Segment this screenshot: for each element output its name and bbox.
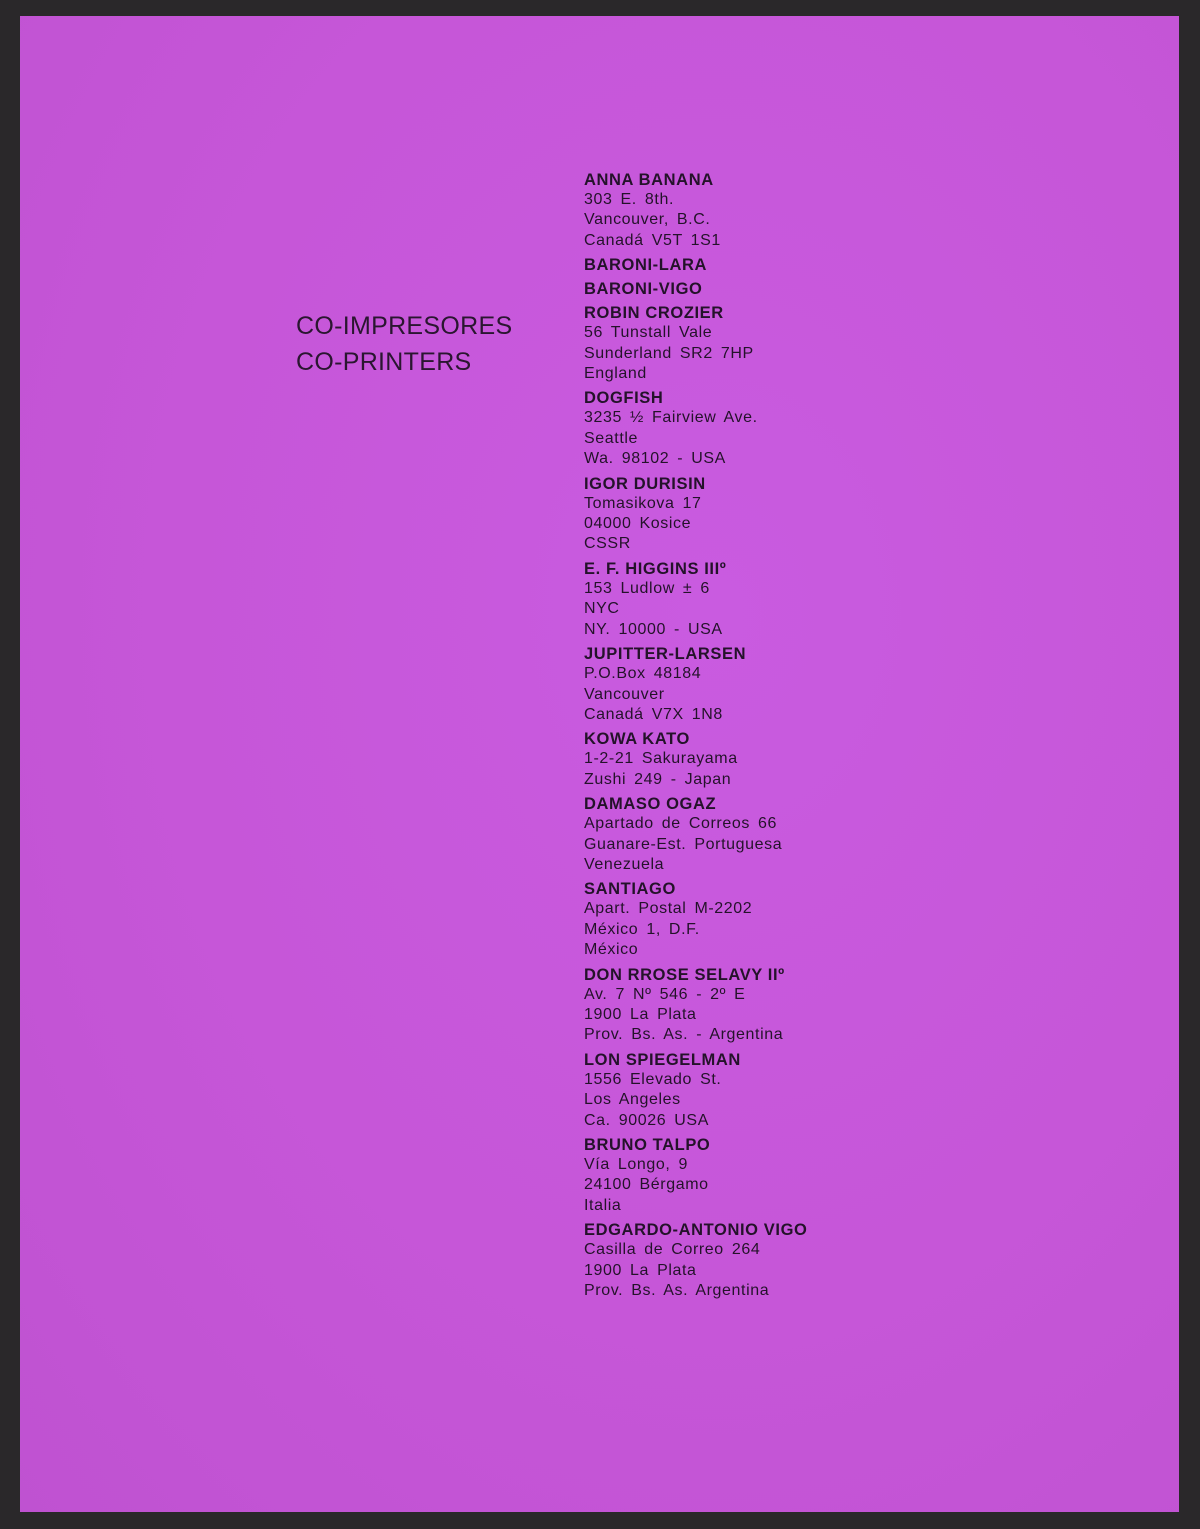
page-heading [296,308,512,380]
co-printer-address-line: 1556 Elevado St. [584,1070,722,1088]
co-printer-address-line: CSSR [584,535,631,553]
co-printer-entry [584,255,807,275]
co-printer-address-line: Apartado de Correos 66 [584,815,777,833]
heading-english: CO-PRINTERS [296,348,472,376]
co-printer-name: DON RROSE SELAVY IIº [584,965,785,984]
co-printer-address-line: Av. 7 Nº 546 - 2º E [584,985,746,1003]
co-printer-entry [584,170,807,251]
co-printer-address-line: Seattle [584,429,639,447]
co-printer-entry [584,388,807,469]
co-printer-address-line: Canadá V5T 1S1 [584,231,721,249]
co-printer-address-line: NY. 10000 - USA [584,620,723,638]
co-printer-address-line: Casilla de Correo 264 [584,1241,761,1259]
co-printer-name: ANNA BANANA [584,171,714,189]
co-printer-entry [584,644,807,725]
co-printer-address-line: NYC [584,600,620,618]
co-printer-address-line: 1900 La Plata [584,1005,697,1023]
co-printer-name: KOWA KATO [584,730,690,749]
co-printer-name: E. F. HIGGINS IIIº [584,559,727,578]
co-printer-entry [584,279,807,299]
co-printer-address-line: Tomasikova 17 [584,494,702,512]
co-printer-address-line: Ca. 90026 USA [584,1111,709,1129]
co-printer-list [584,170,807,1305]
co-printer-entry [584,303,807,384]
co-printer-address-line: 1-2-21 Sakurayama [584,750,738,768]
co-printer-entry [584,1050,807,1131]
co-printer-address-line: 303 E. 8th. [584,191,674,208]
co-printer-name: SANTIAGO [584,880,676,899]
co-printer-name: DOGFISH [584,389,664,408]
co-printer-entry [584,794,807,875]
co-printer-address-line: England [584,365,647,383]
co-printer-address-line: Vancouver [584,685,665,703]
co-printer-address-line: Sunderland SR2 7HP [584,344,754,362]
co-printer-address-line: 56 Tunstall Vale [584,324,713,342]
co-printer-entry [584,1135,807,1216]
co-printer-address-line: 3235 ½ Fairview Ave. [584,409,758,427]
co-printer-name: ROBIN CROZIER [584,304,724,323]
co-printer-address-line: Zushi 249 - Japan [584,770,732,788]
co-printer-name: BARONI-VIGO [584,280,703,299]
co-printer-address-line: 24100 Bérgamo [584,1176,709,1194]
co-printer-entry [584,965,807,1046]
co-printer-address-line: Prov. Bs. As. - Argentina [584,1026,784,1044]
co-printer-entry [584,729,807,790]
co-printer-address-line: Vancouver, B.C. [584,211,711,229]
co-printer-address-line: 1900 La Plata [584,1261,697,1279]
co-printer-name: DAMASO OGAZ [584,795,717,814]
heading-spanish: CO-IMPRESORES [296,312,513,340]
co-printer-entry [584,879,807,960]
co-printer-address-line: Wa. 98102 - USA [584,450,726,468]
co-printer-name: JUPITTER-LARSEN [584,645,747,664]
co-printer-address-line: Apart. Postal M-2202 [584,900,753,918]
co-printer-entry [584,1220,807,1301]
co-printer-address-line: Vía Longo, 9 [584,1156,688,1173]
co-printer-address-line: Italia [584,1196,622,1214]
co-printer-address-line: Canadá V7X 1N8 [584,705,723,723]
paper-sheet [20,16,1179,1512]
co-printer-address-line: México [584,941,639,959]
co-printer-entry [584,559,807,640]
co-printer-address-line: Guanare-Est. Portuguesa [584,835,783,853]
co-printer-address-line: México 1, D.F. [584,920,700,938]
co-printer-name: BRUNO TALPO [584,1136,711,1154]
co-printer-address-line: 04000 Kosice [584,515,692,533]
co-printer-name: EDGARDO-ANTONIO VIGO [584,1221,808,1240]
co-printer-address-line: P.O.Box 48184 [584,665,702,683]
co-printer-name: LON SPIEGELMAN [584,1050,741,1069]
co-printer-address-line: Prov. Bs. As. Argentina [584,1282,770,1300]
co-printer-address-line: Venezuela [584,855,665,873]
co-printer-address-line: 153 Ludlow ± 6 [584,579,710,597]
co-printer-name: BARONI-LARA [584,256,708,275]
co-printer-name: IGOR DURISIN [584,474,706,493]
co-printer-entry [584,474,807,555]
co-printer-address-line: Los Angeles [584,1091,681,1109]
